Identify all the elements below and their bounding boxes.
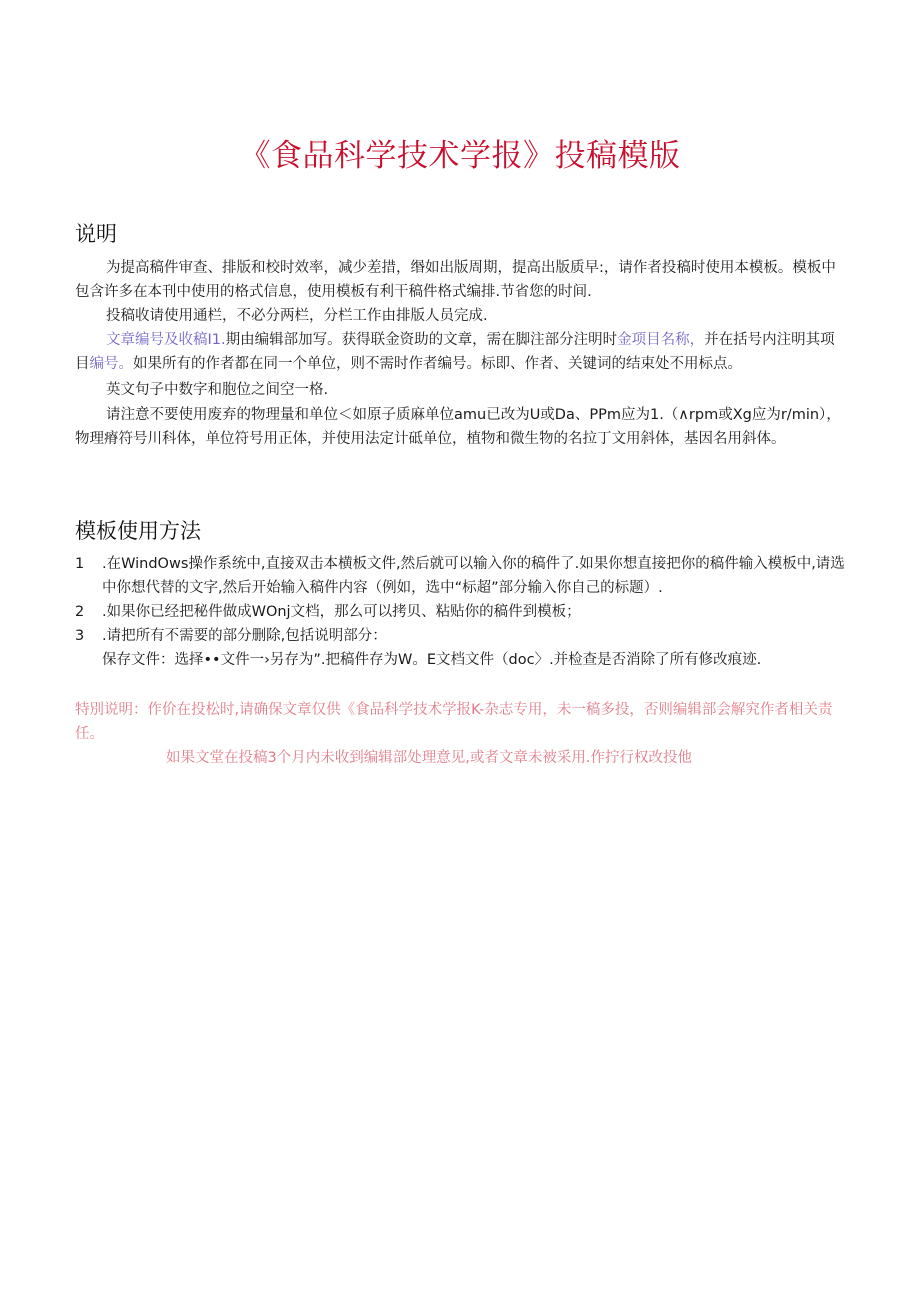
document-title: 《食品科学技术学报》投稿模版	[239, 138, 681, 174]
fund-project-name-note: 金项目名称，	[617, 332, 705, 348]
instructions-paragraph-1: 为提高稿件审查、排版和校时效率，减少差措，缗如出版周期，提高出版质早:，请作者投稿时使用本模板。模板中包含许多在本刊中使用的格式信息，使用模板有利干稿件格式编排.节省您的时间.	[75, 260, 836, 300]
instructions-paragraph-4: 英文句子中数字和胞位之间空一格.	[106, 382, 329, 398]
list-item-number: 2	[75, 604, 85, 620]
paragraph-3-text-3: 如果所有的作者都在同一个单位，则不需时作者编号。标即、作者、关键词的结束处不用标点。	[133, 356, 742, 372]
paragraph-3-text-2: 并在括号内注明其项目	[75, 332, 835, 372]
special-notice: 特別说明：作价在投松时,请确保文章仅供《食品科学技术学报K-杂志专用，未一稿多投，否则编辑部会解究作者相关责任。	[75, 702, 833, 742]
list-item-text: .在WindOws操作系统中,直接双击本横板文件,然后就可以输入你的稿件了.如果你想直接把你的稿件输入模板中,请选中你想代替的文字,然后开始输入稿件内容（例如，选中“标超”部分输入你自己的标题）.	[102, 556, 845, 596]
list-item-number: 1	[75, 556, 85, 572]
instructions-paragraph-2: 投稿收请使用通栏，不必分两栏，分栏工作由排版人员完成.	[106, 308, 488, 324]
paragraph-3-text-1: 期由编辑部加写。获得联金资助的文章，需在脚注部分注明时	[225, 332, 618, 348]
review-period-notice: 如果文堂在投稿3个月内未收到编辑部处理意见,或者文章未被采用.作拧行权改投他	[166, 750, 692, 766]
list-item	[75, 624, 850, 648]
save-file-note: 保存文件：选择••文件一›另存为”.把稿件存为W。E文档文件（doc〉.并检查是否消除了所有修改痕迹.	[102, 652, 762, 668]
article-number-note: 文章编号及收稿I1.	[106, 332, 226, 348]
section-heading-usage: 模板使用方法	[75, 519, 201, 543]
section-heading-instructions: 说明	[75, 222, 117, 246]
project-number-note: 编号。	[89, 356, 133, 372]
list-item	[75, 600, 850, 624]
list-item-text: .如果你已经把秘件做成WOnj文档，那么可以拷贝、粘贴你的稿件到模板；	[102, 604, 581, 620]
instructions-paragraph-5: 请注意不要使用废弃的物理量和单位＜如原子质麻单位amu已改为U或Da、PPm应为1.（∧rpm或Xg应为r/min），物理瘠符号川科体，单位符号用正体，并使用法定计砥单位，植物和微生物的名拉丁文用斜体，基因名用斜体。	[75, 407, 841, 447]
usage-list	[75, 552, 850, 672]
instructions-paragraph-3	[75, 328, 845, 376]
list-item	[75, 552, 850, 600]
list-item-text: .请把所有不需要的部分删除,包括说明部分：	[102, 628, 387, 644]
list-item-number: 3	[75, 628, 85, 644]
